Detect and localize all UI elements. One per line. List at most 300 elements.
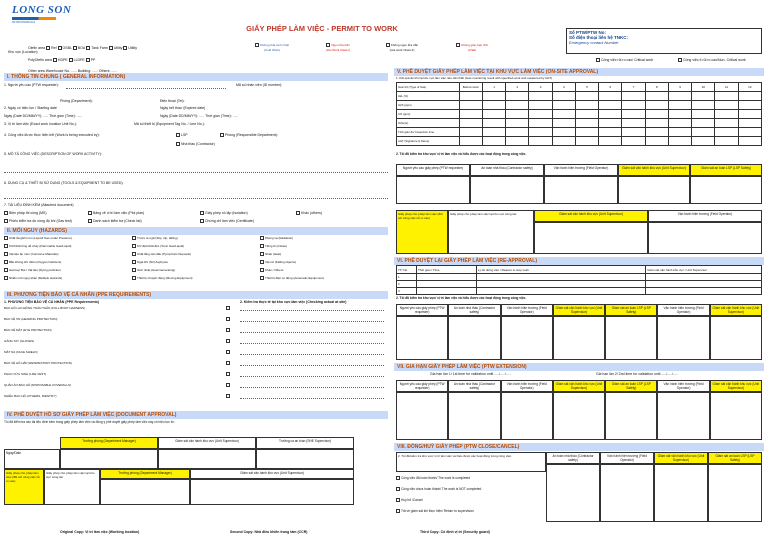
description-field[interactable]	[4, 172, 388, 173]
sign-grid-header: Giám sát vận hành khu vực (Unit Supervisor)	[553, 380, 605, 392]
gas-cell[interactable]	[738, 110, 761, 119]
ppe-col1-title: 1. PHƯƠNG TIỆN BẢO VỆ CÁ NHÂN (PPE Requirements)	[4, 300, 99, 304]
extension-sign-grid	[396, 380, 762, 440]
gas-cell[interactable]	[506, 137, 529, 146]
area-other[interactable]: Other area Warehouse No. ...... Building: ...... Others: ......	[28, 69, 118, 73]
ppe-list	[4, 306, 388, 406]
sign-grid-cell[interactable]	[710, 316, 762, 360]
gas-cell[interactable]	[459, 119, 482, 128]
sign-lsp-safety[interactable]	[690, 176, 762, 204]
reapproval-cell[interactable]	[646, 288, 762, 295]
gas-cell[interactable]	[552, 101, 575, 110]
gas-cell[interactable]	[552, 137, 575, 146]
hazard-checkbox[interactable]	[260, 244, 264, 248]
gas-col-header: 7	[622, 83, 645, 92]
section-8-title: VIII. ĐÓNG/HUỶ GIẤY PHÉP (PTW CLOSE/CANCEL)	[394, 443, 764, 451]
gas-col-header: 11	[715, 83, 738, 92]
gas-cell[interactable]	[738, 101, 761, 110]
sign-grid-cell[interactable]	[657, 316, 709, 360]
gas-col-header: 8	[645, 83, 668, 92]
gas-cell[interactable]	[715, 110, 738, 119]
gas-cell[interactable]	[692, 119, 715, 128]
attach-gas[interactable]: Phiếu kiểm tra đo nồng độ khí (Gas test)	[4, 219, 72, 223]
close-note: 2. Tôi đã kiểm tra khu vực/ vị trí làm việc và hiểu được các hoạt động trong công việc.	[396, 452, 546, 472]
attach-check[interactable]: Danh sách kiểm tra (Check list)	[88, 219, 142, 223]
hazard-checkbox[interactable]	[4, 244, 8, 248]
gas-cell[interactable]	[715, 92, 738, 101]
reapproval-cell[interactable]	[416, 288, 476, 295]
ppe-check-line[interactable]	[240, 343, 384, 344]
hazard-checkbox[interactable]	[4, 260, 8, 264]
page-title: GIẤY PHÉP LÀM VIỆC - PERMIT TO WORK	[246, 24, 398, 33]
ppe-checkbox[interactable]	[226, 350, 230, 354]
hazard-item[interactable]: Tiếng ồn (Noise)	[260, 244, 287, 248]
hazard-checkbox[interactable]	[132, 260, 136, 264]
sign-grid-cell[interactable]	[396, 392, 448, 440]
tools-label: 6. DỤNG CỤ & THIẾT BỊ SỬ DỤNG (TOOLS & EQUIPMENT TO BE USED):	[4, 181, 124, 185]
hazard-checkbox[interactable]	[260, 252, 264, 256]
gas-cell[interactable]	[506, 128, 529, 137]
gas-col-header: Before work	[459, 83, 482, 92]
gas-cell[interactable]	[506, 101, 529, 110]
close-checkbox[interactable]	[396, 509, 400, 513]
date-field[interactable]: Ngày (Date DD/MM/YY): ..... Thời gian (Time): .....	[4, 114, 82, 118]
onsite-note: Giấy phép cho phép làm việc tại khu vực công tác	[448, 210, 534, 254]
hazard-item[interactable]: Khí độc/chất độc (Toxic Gas/Liquid)	[132, 244, 184, 248]
ppe-check-line[interactable]	[240, 376, 384, 377]
sign-grid-cell[interactable]	[553, 392, 605, 440]
gas-monitoring-table	[396, 82, 762, 146]
area-polyolefin[interactable]: PolyOlefin area HDPE LLDPE PP	[28, 58, 96, 62]
gas-cell[interactable]	[529, 110, 552, 119]
gas-cell[interactable]	[645, 92, 668, 101]
work-type-cse[interactable]: Không gian hạn chế (CSE)	[450, 42, 494, 54]
reapproval-sign-grid	[396, 304, 762, 360]
sign-unit-supervisor-2[interactable]	[190, 479, 354, 505]
close-checkbox[interactable]	[396, 476, 400, 480]
reapproval-cell[interactable]	[476, 288, 646, 295]
reapproval-row	[397, 288, 762, 295]
reapproval-cell[interactable]	[416, 281, 476, 288]
sign-she-supervisor[interactable]	[256, 449, 354, 469]
sign-close-lsp[interactable]	[708, 464, 762, 522]
hazard-item[interactable]: Chất lắng cặn dầu (Pyrophoric Deposits)	[132, 252, 191, 256]
hazard-item[interactable]: Thiết bị điện tự động (Automatic Equipment)	[260, 276, 324, 280]
hazard-checkbox[interactable]	[260, 276, 264, 280]
gas-row	[397, 101, 762, 110]
sign-grid-header: Người yêu cầu giấy phép (PTW requester)	[396, 380, 448, 392]
gas-cell[interactable]	[599, 92, 622, 101]
sign-close-contractor[interactable]	[546, 464, 600, 522]
gas-cell[interactable]	[575, 101, 598, 110]
hazard-item[interactable]: Khí/Chất lỏng dễ cháy (Flammable Gas/Liquid)	[4, 244, 71, 248]
gas-cell[interactable]	[715, 128, 738, 137]
gas-cell[interactable]	[715, 119, 738, 128]
sign-grid-cell[interactable]	[657, 392, 709, 440]
close-contractor-header: An toàn nhà thầu (Contractor safety)	[546, 452, 600, 464]
gas-cell[interactable]	[668, 128, 691, 137]
ppe-check-line[interactable]	[240, 321, 384, 322]
gas-cell[interactable]	[482, 110, 505, 119]
field-operator-header: Vận hành hiện trường (Field Operator)	[544, 164, 618, 176]
attach-isolation[interactable]: Giấy phép cô lập (Isolation)	[200, 211, 248, 215]
requester-field[interactable]	[66, 88, 226, 89]
gas-cell[interactable]	[575, 137, 598, 146]
section-4-title: IV. PHÊ DUYỆT HỒ SƠ GIẤY PHÉP LÀM VIỆC (DOCUMENT APPROVAL)	[4, 411, 388, 419]
close-checkbox[interactable]	[396, 498, 400, 502]
gas-cell[interactable]	[622, 92, 645, 101]
gas-col-header: 5	[575, 83, 598, 92]
ppe-item[interactable]: GĂNG TAY (GLOVES)	[4, 339, 34, 343]
sign-field-operator[interactable]	[544, 176, 618, 204]
gas-cell[interactable]	[529, 101, 552, 110]
gas-cell[interactable]	[715, 137, 738, 146]
gas-col-header: 4	[552, 83, 575, 92]
sign-onsite-field-op[interactable]	[648, 222, 762, 254]
gas-cell[interactable]	[622, 101, 645, 110]
expiry-date-field[interactable]: Ngày (Date DD/MM/YY): ..... Thời gian (Time): .....	[160, 114, 238, 118]
gas-cell[interactable]	[692, 101, 715, 110]
gas-cell[interactable]	[738, 128, 761, 137]
gas-row-label: Gas/ khí (Type of Gas)	[397, 83, 460, 92]
gas-cell[interactable]	[459, 128, 482, 137]
contractor-label: 4. Công việc được thực hiện bởi (Work is being executed by):	[4, 133, 100, 137]
gas-cell[interactable]	[738, 92, 761, 101]
gas-cell[interactable]	[645, 101, 668, 110]
hazard-checkbox[interactable]	[4, 276, 8, 280]
sign-grid-cell[interactable]	[605, 316, 657, 360]
footer-original: Original Copy: Vị trí làm việc (Working location)	[60, 530, 140, 534]
attach-cert[interactable]: Chứng chỉ làm việc (Certificate)	[200, 219, 254, 223]
hazard-item[interactable]: Vật rơi (Falling objects)	[260, 260, 296, 264]
gas-cell[interactable]	[459, 110, 482, 119]
approval-note: Giấy phép cho phép làm việc tại khu vực công tác	[44, 469, 100, 505]
ppe-item[interactable]: BẢO HỘ LAO ĐỘNG TOÀN THÂN (FULL BODY HARNESS)	[4, 306, 85, 310]
sign-grid-header: Giám sát vận hành khu vực (Unit Supervisor)	[710, 380, 762, 392]
gas-cell[interactable]	[645, 128, 668, 137]
gas-cell[interactable]	[668, 110, 691, 119]
lsp-option[interactable]: LSP	[176, 133, 188, 137]
tools-field[interactable]	[4, 198, 388, 199]
onsite-field-op-header: Vận hành hiện trường (Field Operator)	[648, 210, 762, 222]
ppe-checkbox[interactable]	[226, 372, 230, 376]
gas-cell[interactable]	[482, 137, 505, 146]
sign-grid-header: Giám sát vận hành khu vực (Unit Supervisor)	[710, 304, 762, 316]
sign-dept-manager[interactable]	[60, 449, 158, 469]
hazard-item[interactable]: Khác / Others	[260, 268, 283, 272]
ppe-checkbox[interactable]	[226, 361, 230, 365]
close-checkbox[interactable]	[396, 487, 400, 491]
reapproval-col-header: Thời gian / Time	[416, 266, 476, 274]
gas-cell[interactable]	[482, 119, 505, 128]
location-label: 3. Vị trí làm việc (Exact work location Unit No.):	[4, 122, 77, 126]
ppe-checkbox[interactable]	[226, 317, 230, 321]
close-option[interactable]: Công việc chưa hoàn thành/ The work is NOT completed	[396, 487, 481, 491]
reapproval-row-no: 1	[397, 274, 417, 281]
hazard-item[interactable]: Hạt bay/ Bụi / Vật liệu (Flying particles)	[4, 268, 61, 272]
extension-1[interactable]: Gia hạn lần 1/ 1st time for validation until ...../...../.....	[430, 372, 511, 376]
gas-cell[interactable]	[482, 92, 505, 101]
close-option[interactable]: Công việc đã hoàn thành/ The work is completed	[396, 476, 470, 480]
unit-supervisor-header-2: Giám sát vận hành khu vực (Unit Supervisor)	[190, 469, 354, 479]
sign-grid-header: An toàn nhà thầu (Contractor safety)	[448, 380, 500, 392]
gas-cell[interactable]	[529, 128, 552, 137]
gas-cell[interactable]	[645, 110, 668, 119]
gas-cell[interactable]	[692, 92, 715, 101]
gas-cell[interactable]	[575, 119, 598, 128]
ppe-col2-title: 2. Kiểm tra thực tế tại khu vực làm việc (Checking actual at site)	[240, 300, 347, 304]
ppe-check-line[interactable]	[240, 365, 384, 366]
hazard-checkbox[interactable]	[132, 268, 136, 272]
gas-row-label: H2S (ppm)	[397, 101, 460, 110]
unit-supervisor-yellow: Giám sát vận hành khu vực (Unit Supervisor)	[618, 164, 690, 176]
close-options	[396, 476, 546, 524]
gas-cell[interactable]	[645, 119, 668, 128]
sign-grid-cell[interactable]	[448, 316, 500, 360]
ppe-item[interactable]: BẢO VỆ MẮT (EYE PROTECTION)	[4, 328, 52, 332]
hazard-item[interactable]: Bầu không khí thiếu (Oxygen Deficient)	[4, 260, 61, 264]
ppe-item[interactable]: NHIỀU BẢO HỘ (OTHERS, IDENTIFY)	[4, 394, 57, 398]
contractor-safety-header: An toàn nhà thầu (Contractor safety)	[470, 164, 544, 176]
reapproval-row-no: 3	[397, 288, 417, 295]
reapproval-cell[interactable]	[646, 281, 762, 288]
ppe-check-line[interactable]	[240, 354, 384, 355]
she-supervisor-header: Trưởng ca an toàn (SHE Supervisor)	[256, 437, 354, 449]
sign-ptw-requester[interactable]	[396, 176, 470, 204]
expiry-label: Ngày kết thúc/ (Expired date)	[160, 106, 206, 110]
approval-yellow-label: Giấy phép cho phép làm việc (đối với công việc rủi ro cao)	[4, 469, 44, 505]
gas-cell[interactable]	[738, 119, 761, 128]
sign-onsite-unit-sup[interactable]	[534, 222, 648, 254]
gas-monitoring-title: 1. Kết quả đo khí tại khu vực làm việc nếu cần thiết (Gas monitoring result with specified work and measured by AGT)	[396, 76, 553, 80]
gas-cell[interactable]	[715, 101, 738, 110]
hazard-checkbox[interactable]	[132, 236, 136, 240]
gas-cell[interactable]	[622, 137, 645, 146]
gas-cell[interactable]	[506, 110, 529, 119]
gas-col-header: 10	[692, 83, 715, 92]
requester-label: 1. Người yêu cầu (PTW requester):	[4, 83, 59, 87]
gas-col-header: 2	[506, 83, 529, 92]
reapproval-col-header: TT/ No	[397, 266, 417, 274]
ppe-check-line[interactable]	[240, 332, 384, 333]
hazard-checkbox[interactable]	[4, 236, 8, 240]
section-7-title: VII. GIA HẠN GIẤY PHÉP LÀM VIỆC (PTW EXTENSION)	[394, 363, 764, 371]
ppe-checkbox[interactable]	[226, 383, 230, 387]
gas-cell[interactable]	[459, 92, 482, 101]
sign-grid-header: Giám sát vận hành khu vực (Unit Supervisor)	[553, 304, 605, 316]
gas-cell[interactable]	[482, 101, 505, 110]
gas-cell[interactable]	[692, 110, 715, 119]
ppe-checkbox[interactable]	[226, 339, 230, 343]
sign-grid-header: Vận hành hiện trường (Field Operator)	[657, 380, 709, 392]
gas-cell[interactable]	[668, 119, 691, 128]
sign-grid-cell[interactable]	[396, 316, 448, 360]
gas-cell[interactable]	[575, 92, 598, 101]
reapproval-cell[interactable]	[476, 281, 646, 288]
ppe-checkbox[interactable]	[226, 328, 230, 332]
gas-row	[397, 83, 762, 92]
critical-work[interactable]: Công việc rủi ro cao/ Critical work	[596, 58, 653, 62]
ppe-item[interactable]: BẢO VỆ HÔ HẤP (RESPIRATORY PROTECTION)	[4, 361, 72, 365]
attach-ms[interactable]: Biện pháp thi công (MS)	[4, 211, 47, 215]
reapproval-row	[397, 281, 762, 288]
sign-grid-header: Vận hành hiện trường (Field Operator)	[501, 304, 553, 316]
ppe-check-line[interactable]	[240, 387, 384, 388]
sign-dept-manager-2[interactable]	[100, 479, 190, 505]
hazard-checkbox[interactable]	[132, 276, 136, 280]
attach-others[interactable]: Khác (others)	[296, 211, 322, 215]
reapproval-cell[interactable]	[476, 274, 646, 281]
gas-cell[interactable]	[552, 110, 575, 119]
gas-cell[interactable]	[599, 119, 622, 128]
area-olefin[interactable]: Olefin area Ref OSBL BOU Tank Farm Utility Utility	[28, 46, 137, 50]
ppe-item[interactable]: QUẦN ÁO BẢO HỘ (DISPOSABLE COVERALLS)	[4, 383, 71, 387]
gas-cell[interactable]	[668, 92, 691, 101]
sign-grid-header: An toàn nhà thầu (Contractor safety)	[448, 304, 500, 316]
gas-cell[interactable]	[622, 119, 645, 128]
ptw-number-box[interactable]: Số PTW/PTW No: Số điện thoại liên hệ TNKC: Emergency contact Number	[566, 28, 762, 54]
hazard-item[interactable]: Vật liệu ăn mòn (Corrosive Materials)	[4, 252, 59, 256]
work-type-hot1[interactable]: Ngọn lửa trần (Hot Work Class I)	[325, 43, 351, 52]
gas-cell[interactable]	[552, 119, 575, 128]
hazard-item[interactable]: Ngạt khí (N2) Asphyxia	[132, 260, 168, 264]
section-6-title: VI. PHÊ DUYỆT LẠI GIẤY PHÉP LÀM VIỆC (RE-APPROVAL)	[394, 257, 764, 265]
sign-close-field-op[interactable]	[600, 464, 654, 522]
gas-cell[interactable]	[552, 92, 575, 101]
gas-cell[interactable]	[622, 128, 645, 137]
description-label: 5. MÔ TẢ CÔNG VIỆC (DESCRIPTION OF WORK ACTIVITY):	[4, 152, 102, 156]
gas-cell[interactable]	[668, 101, 691, 110]
ppe-checkbox[interactable]	[226, 394, 230, 398]
sign-unit-supervisor-onsite[interactable]	[618, 176, 690, 204]
close-option[interactable]: Trả về giám sát khi thực hiện/ Return to supervision	[396, 509, 474, 513]
hazard-checkbox[interactable]	[260, 268, 264, 272]
ppe-item[interactable]: PHAO CỨU SINH (LIFE VEST)	[4, 372, 46, 376]
hazard-checkbox[interactable]	[260, 236, 264, 240]
hazard-item[interactable]: Thiết bị chuyển động (Moving Equipment)	[132, 276, 193, 280]
lsp-safety-yellow: Giám sát an toàn LSP (LSP Safety)	[690, 164, 762, 176]
gas-cell[interactable]	[575, 128, 598, 137]
sign-grid-header: Vận hành hiện trường (Field Operator)	[657, 304, 709, 316]
ppe-item[interactable]: BẢO VỆ TAI (HEARING PROTECTION)	[4, 317, 57, 321]
gas-cell[interactable]	[645, 137, 668, 146]
responsible-dept[interactable]: Phòng (Responsible Department):	[220, 133, 278, 137]
gas-row	[397, 92, 762, 101]
hazard-checkbox[interactable]	[132, 244, 136, 248]
hazard-item[interactable]: Nhiệt (Heat)	[260, 252, 281, 256]
gas-col-header: 9	[668, 83, 691, 92]
sign-grid-cell[interactable]	[501, 316, 553, 360]
gas-cell[interactable]	[506, 119, 529, 128]
sign-grid-header: Giám sát an toàn LSP (LSP Safety)	[605, 380, 657, 392]
hazard-item[interactable]: Sinh nhiệt (Heat Generating)	[132, 268, 175, 272]
sign-grid-cell[interactable]	[553, 316, 605, 360]
gas-cell[interactable]	[459, 137, 482, 146]
contractor-option[interactable]: Nhà thầu (Contractor)	[176, 142, 215, 146]
sign-close-unit-sup[interactable]	[654, 464, 708, 522]
close-field-op-header: Vận hành hiện trường (Field Operator)	[600, 452, 654, 464]
gas-cell[interactable]	[482, 128, 505, 137]
footer-third: Third Copy: Cố định vị trí (Security guard)	[420, 530, 490, 534]
gas-cell[interactable]	[599, 101, 622, 110]
sign-contractor-safety[interactable]	[470, 176, 544, 204]
gas-row-label: CO (ppm)	[397, 110, 460, 119]
sign-grid-cell[interactable]	[501, 392, 553, 440]
footer-second: Second Copy: Nhà điều khiển trung tâm (CCR)	[230, 530, 308, 534]
hazard-item[interactable]: Chất lỏng/khí nén (Liquid/ Gas under Pressure)	[4, 236, 72, 240]
gas-cell[interactable]	[692, 137, 715, 146]
sign-grid-cell[interactable]	[605, 392, 657, 440]
hazard-checkbox[interactable]	[260, 260, 264, 264]
attach-plot[interactable]: Bảng vẽ vị trí làm việc (Plot plan)	[88, 211, 144, 215]
ppe-check-line[interactable]	[240, 310, 384, 311]
reapproval-cell[interactable]	[416, 274, 476, 281]
close-option[interactable]: Huỷ bỏ /Cancel	[396, 498, 423, 502]
ppe-checkbox[interactable]	[226, 306, 230, 310]
gas-cell[interactable]	[599, 110, 622, 119]
gas-cell[interactable]	[506, 92, 529, 101]
sign-date-1[interactable]: Ngày/Date	[4, 449, 60, 469]
reapproval-cell[interactable]	[646, 274, 762, 281]
reapproval-row	[397, 274, 762, 281]
hazard-item[interactable]: Phóng xạ (Radiation)	[260, 236, 293, 240]
hazard-item[interactable]: Nhiều mối nguy khác (Multiple Hazards)	[4, 276, 62, 280]
gas-cell[interactable]	[552, 128, 575, 137]
gas-row	[397, 128, 762, 137]
logo-text: LONG SON	[12, 4, 72, 16]
logo-subtitle: PETROCHEMICALS	[12, 21, 36, 24]
ptw-requester-header: Người yêu cầu giấy phép (PTW requester)	[396, 164, 470, 176]
hazard-checkbox[interactable]	[132, 252, 136, 256]
sign-grid-cell[interactable]	[710, 392, 762, 440]
reapproval-col-header: Giám sát vận hành khu vực / Unit Supervisor	[646, 266, 762, 274]
onsite-yellow-note: Giấy phép cho phép làm việc (đối với công việc rủi ro cao)	[396, 210, 448, 254]
section-5-title: V. PHÊ DUYỆT GIẤY PHÉP LÀM VIỆC TẠI KHU VỰC LÀM VIỆC (ON-SITE APPROVAL)	[394, 68, 764, 76]
work-type-cold[interactable]: Không phát sinh nhiệt (Cold Work)	[252, 42, 292, 54]
gas-cell[interactable]	[622, 110, 645, 119]
gas-cell[interactable]	[459, 101, 482, 110]
sign-unit-supervisor[interactable]	[158, 449, 256, 469]
hazard-checkbox[interactable]	[4, 268, 8, 272]
gas-row-label: LEL (%)	[397, 92, 460, 101]
work-type-hot2[interactable]: Không ngọn lửa trần (Hot work Class II)	[380, 42, 424, 54]
gas-cell[interactable]	[599, 128, 622, 137]
gas-cell[interactable]	[575, 110, 598, 119]
hazard-checkbox[interactable]	[4, 252, 8, 256]
section-3-title: III. PHƯƠNG TIỆN BẢO VỆ CÁ NHÂN (PPE REQUIREMENTS)	[4, 291, 388, 299]
doc-approval-note: Tôi đã kiểm tra các tài liệu đính kèm trong giấy phép làm việc và đồng ý phê duyệt giấy phép làm việc này có hiệu lực từ:	[4, 420, 175, 424]
gas-cell[interactable]	[738, 137, 761, 146]
close-lsp-header: Giám sát an toàn LSP (LSP Safety)	[708, 452, 762, 464]
sign-grid-cell[interactable]	[448, 392, 500, 440]
gas-cell[interactable]	[692, 128, 715, 137]
dept-manager-header: Trưởng phòng (Department Manager)	[60, 437, 158, 449]
gas-cell[interactable]	[529, 137, 552, 146]
ppe-check-line[interactable]	[240, 398, 384, 399]
issue-date-label: 2. Ngày có hiệu lực / Starting date	[4, 106, 57, 110]
gas-cell[interactable]	[599, 137, 622, 146]
section-1-title: I. THÔNG TIN CHUNG ( GENERAL INFORMATION)	[4, 73, 388, 81]
hazard-item[interactable]: Trượt, té ngã (Slip, trip, falling)	[132, 236, 178, 240]
close-unit-sup-header: Giám sát vận hành khu vực (Unit Supervisor)	[654, 452, 708, 464]
gas-cell[interactable]	[668, 137, 691, 146]
gas-cell[interactable]	[529, 92, 552, 101]
non-critical-work[interactable]: Công việc ít rủi ro cao/Non- Critical work	[678, 58, 746, 62]
ppe-item[interactable]: MẶT NẠ (FACE SHIELD)	[4, 350, 38, 354]
extension-2[interactable]: Gia hạn lần 2/ 2nd time for validation until ...../...../.....	[596, 372, 678, 376]
sign-grid-header: Người yêu cầu giấy phép (PTW requester)	[396, 304, 448, 316]
gas-cell[interactable]	[529, 119, 552, 128]
